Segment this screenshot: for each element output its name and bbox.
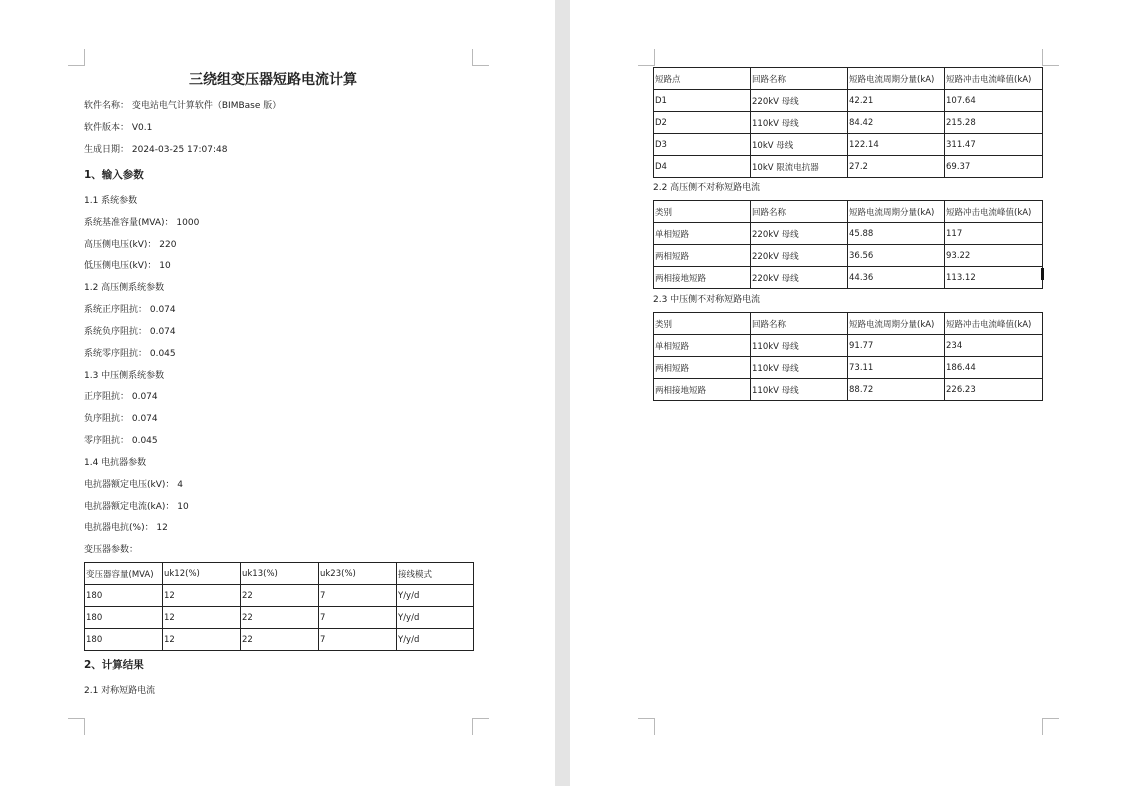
- table-cell: 45.88: [848, 223, 945, 245]
- table-cell: 12: [163, 629, 241, 651]
- section-heading: 1、输入参数: [84, 169, 144, 181]
- table-row: [654, 245, 1043, 267]
- table-cell: 10kV 限流电抗器: [751, 156, 848, 178]
- table-row: [654, 335, 1043, 357]
- table-cell: 186.44: [945, 357, 1043, 379]
- table-cell: 220kV 母线: [751, 267, 848, 289]
- table-cell: 84.42: [848, 112, 945, 134]
- table-cell: 单相短路: [654, 335, 751, 357]
- table-cell: 110kV 母线: [751, 357, 848, 379]
- param-line: 电抗器额定电流(kA)： 10: [84, 502, 189, 512]
- table-row: [654, 134, 1043, 156]
- table-cell: 12: [163, 585, 241, 607]
- param-line: 系统正序阻抗： 0.074: [84, 305, 176, 315]
- subsection-heading: 1.2 高压侧系统参数: [84, 283, 165, 293]
- param-line: 零序阻抗： 0.045: [84, 436, 158, 446]
- table-header-cell: 接线模式: [397, 563, 474, 585]
- corner-mark: [1042, 718, 1059, 735]
- software-version: 软件版本： V0.1: [84, 123, 153, 133]
- table-header-cell: 短路电流周期分量(kA): [848, 68, 945, 90]
- section-heading: 2、计算结果: [84, 659, 144, 671]
- table-cell: 两相接地短路: [654, 379, 751, 401]
- transformer-table: [84, 562, 474, 651]
- table-cell: 122.14: [848, 134, 945, 156]
- table-header-cell: 短路点: [654, 68, 751, 90]
- table-cell: Y/y/d: [397, 607, 474, 629]
- table-cell: 180: [85, 629, 163, 651]
- table-cell: 两相接地短路: [654, 267, 751, 289]
- param-line: 电抗器额定电压(kV)： 4: [84, 480, 183, 490]
- table-row: [85, 585, 474, 607]
- table-cell: 226.23: [945, 379, 1043, 401]
- corner-mark: [1042, 49, 1059, 66]
- table-cell: 27.2: [848, 156, 945, 178]
- table-header-cell: 短路冲击电流峰值(kA): [945, 313, 1043, 335]
- table-header-cell: 回路名称: [751, 201, 848, 223]
- table-row: [85, 629, 474, 651]
- table-header-cell: 短路冲击电流峰值(kA): [945, 201, 1043, 223]
- table-row: [654, 267, 1043, 289]
- table-header-cell: 短路电流周期分量(kA): [848, 201, 945, 223]
- corner-mark: [68, 49, 85, 66]
- table-row: [654, 90, 1043, 112]
- table-row: [654, 112, 1043, 134]
- document-page-1: [0, 0, 555, 786]
- table-row: [654, 156, 1043, 178]
- param-line: 系统零序阻抗： 0.045: [84, 349, 176, 359]
- table-cell: 10kV 母线: [751, 134, 848, 156]
- subsection-heading: 2.1 对称短路电流: [84, 686, 156, 696]
- table-header-cell: uk12(%): [163, 563, 241, 585]
- table-cell: 234: [945, 335, 1043, 357]
- subsection-heading: 2.3 中压侧不对称短路电流: [653, 295, 761, 305]
- mv-asymmetric-table: [653, 312, 1043, 401]
- table-cell: 110kV 母线: [751, 379, 848, 401]
- param-line: 负序阻抗： 0.074: [84, 414, 158, 424]
- table-cell: Y/y/d: [397, 585, 474, 607]
- table-cell: 215.28: [945, 112, 1043, 134]
- table-cell: 44.36: [848, 267, 945, 289]
- table-cell: 12: [163, 607, 241, 629]
- table-header-cell: uk13(%): [241, 563, 319, 585]
- table-cell: 180: [85, 607, 163, 629]
- table-header-cell: 变压器容量(MVA): [85, 563, 163, 585]
- subsection-heading: 1.4 电抗器参数: [84, 458, 147, 468]
- table-row: [654, 223, 1043, 245]
- corner-mark: [68, 718, 85, 735]
- table-cell: 117: [945, 223, 1043, 245]
- table-cell: 7: [319, 585, 397, 607]
- corner-mark: [472, 49, 489, 66]
- table-header-cell: uk23(%): [319, 563, 397, 585]
- table-cell: 220kV 母线: [751, 90, 848, 112]
- table-header-row: [85, 563, 474, 585]
- param-line: 电抗器电抗(%)： 12: [84, 523, 168, 533]
- table-cell: 220kV 母线: [751, 223, 848, 245]
- table-cell: 113.12: [945, 267, 1043, 289]
- subsection-heading: 1.1 系统参数: [84, 196, 138, 206]
- subsection-heading: 1.3 中压侧系统参数: [84, 371, 165, 381]
- table-row: [85, 607, 474, 629]
- table-cell: 69.37: [945, 156, 1043, 178]
- table-cell: 两相短路: [654, 357, 751, 379]
- table-cell: 22: [241, 629, 319, 651]
- corner-mark: [472, 718, 489, 735]
- param-line: 低压侧电压(kV)： 10: [84, 261, 171, 271]
- table-cell: D2: [654, 112, 751, 134]
- table-cell: 两相短路: [654, 245, 751, 267]
- table-cell: 22: [241, 585, 319, 607]
- table-cell: Y/y/d: [397, 629, 474, 651]
- table-cell: 110kV 母线: [751, 112, 848, 134]
- table-cell: 91.77: [848, 335, 945, 357]
- table-cell: 88.72: [848, 379, 945, 401]
- table-cell: 7: [319, 629, 397, 651]
- table-cell: 7: [319, 607, 397, 629]
- software-name: 软件名称： 变电站电气计算软件（BIMBase 版）: [84, 101, 282, 111]
- corner-mark: [638, 718, 655, 735]
- table-header-row: [654, 313, 1043, 335]
- corner-mark: [638, 49, 655, 66]
- subsection-heading: 2.2 高压侧不对称短路电流: [653, 183, 761, 193]
- table-header-cell: 回路名称: [751, 68, 848, 90]
- symmetric-short-circuit-table: [653, 67, 1043, 178]
- param-line: 系统基准容量(MVA)： 1000: [84, 218, 200, 228]
- table-header-row: [654, 201, 1043, 223]
- param-line: 高压侧电压(kV)： 220: [84, 240, 177, 250]
- document-title: 三绕组变压器短路电流计算: [189, 72, 357, 88]
- table-cell: 107.64: [945, 90, 1043, 112]
- table-header-cell: 短路冲击电流峰值(kA): [945, 68, 1043, 90]
- table-header-cell: 类别: [654, 313, 751, 335]
- table-row: [654, 357, 1043, 379]
- table-header-row: [654, 68, 1043, 90]
- table-cell: 36.56: [848, 245, 945, 267]
- table-header-cell: 短路电流周期分量(kA): [848, 313, 945, 335]
- generated-date: 生成日期： 2024-03-25 17:07:48: [84, 145, 228, 155]
- table-cell: 110kV 母线: [751, 335, 848, 357]
- text-cursor: [1041, 268, 1044, 280]
- table-cell: 73.11: [848, 357, 945, 379]
- table-cell: 220kV 母线: [751, 245, 848, 267]
- table-cell: 22: [241, 607, 319, 629]
- hv-asymmetric-table: [653, 200, 1043, 289]
- table-cell: 311.47: [945, 134, 1043, 156]
- table-cell: D1: [654, 90, 751, 112]
- table-header-cell: 回路名称: [751, 313, 848, 335]
- table-cell: 单相短路: [654, 223, 751, 245]
- table-cell: 42.21: [848, 90, 945, 112]
- transformer-params-label: 变压器参数：: [84, 545, 139, 555]
- table-cell: 180: [85, 585, 163, 607]
- param-line: 系统负序阻抗： 0.074: [84, 327, 176, 337]
- document-page-2: [570, 0, 1125, 786]
- table-cell: 93.22: [945, 245, 1043, 267]
- table-cell: D3: [654, 134, 751, 156]
- table-header-cell: 类别: [654, 201, 751, 223]
- table-cell: D4: [654, 156, 751, 178]
- table-row: [654, 379, 1043, 401]
- param-line: 正序阻抗： 0.074: [84, 392, 158, 402]
